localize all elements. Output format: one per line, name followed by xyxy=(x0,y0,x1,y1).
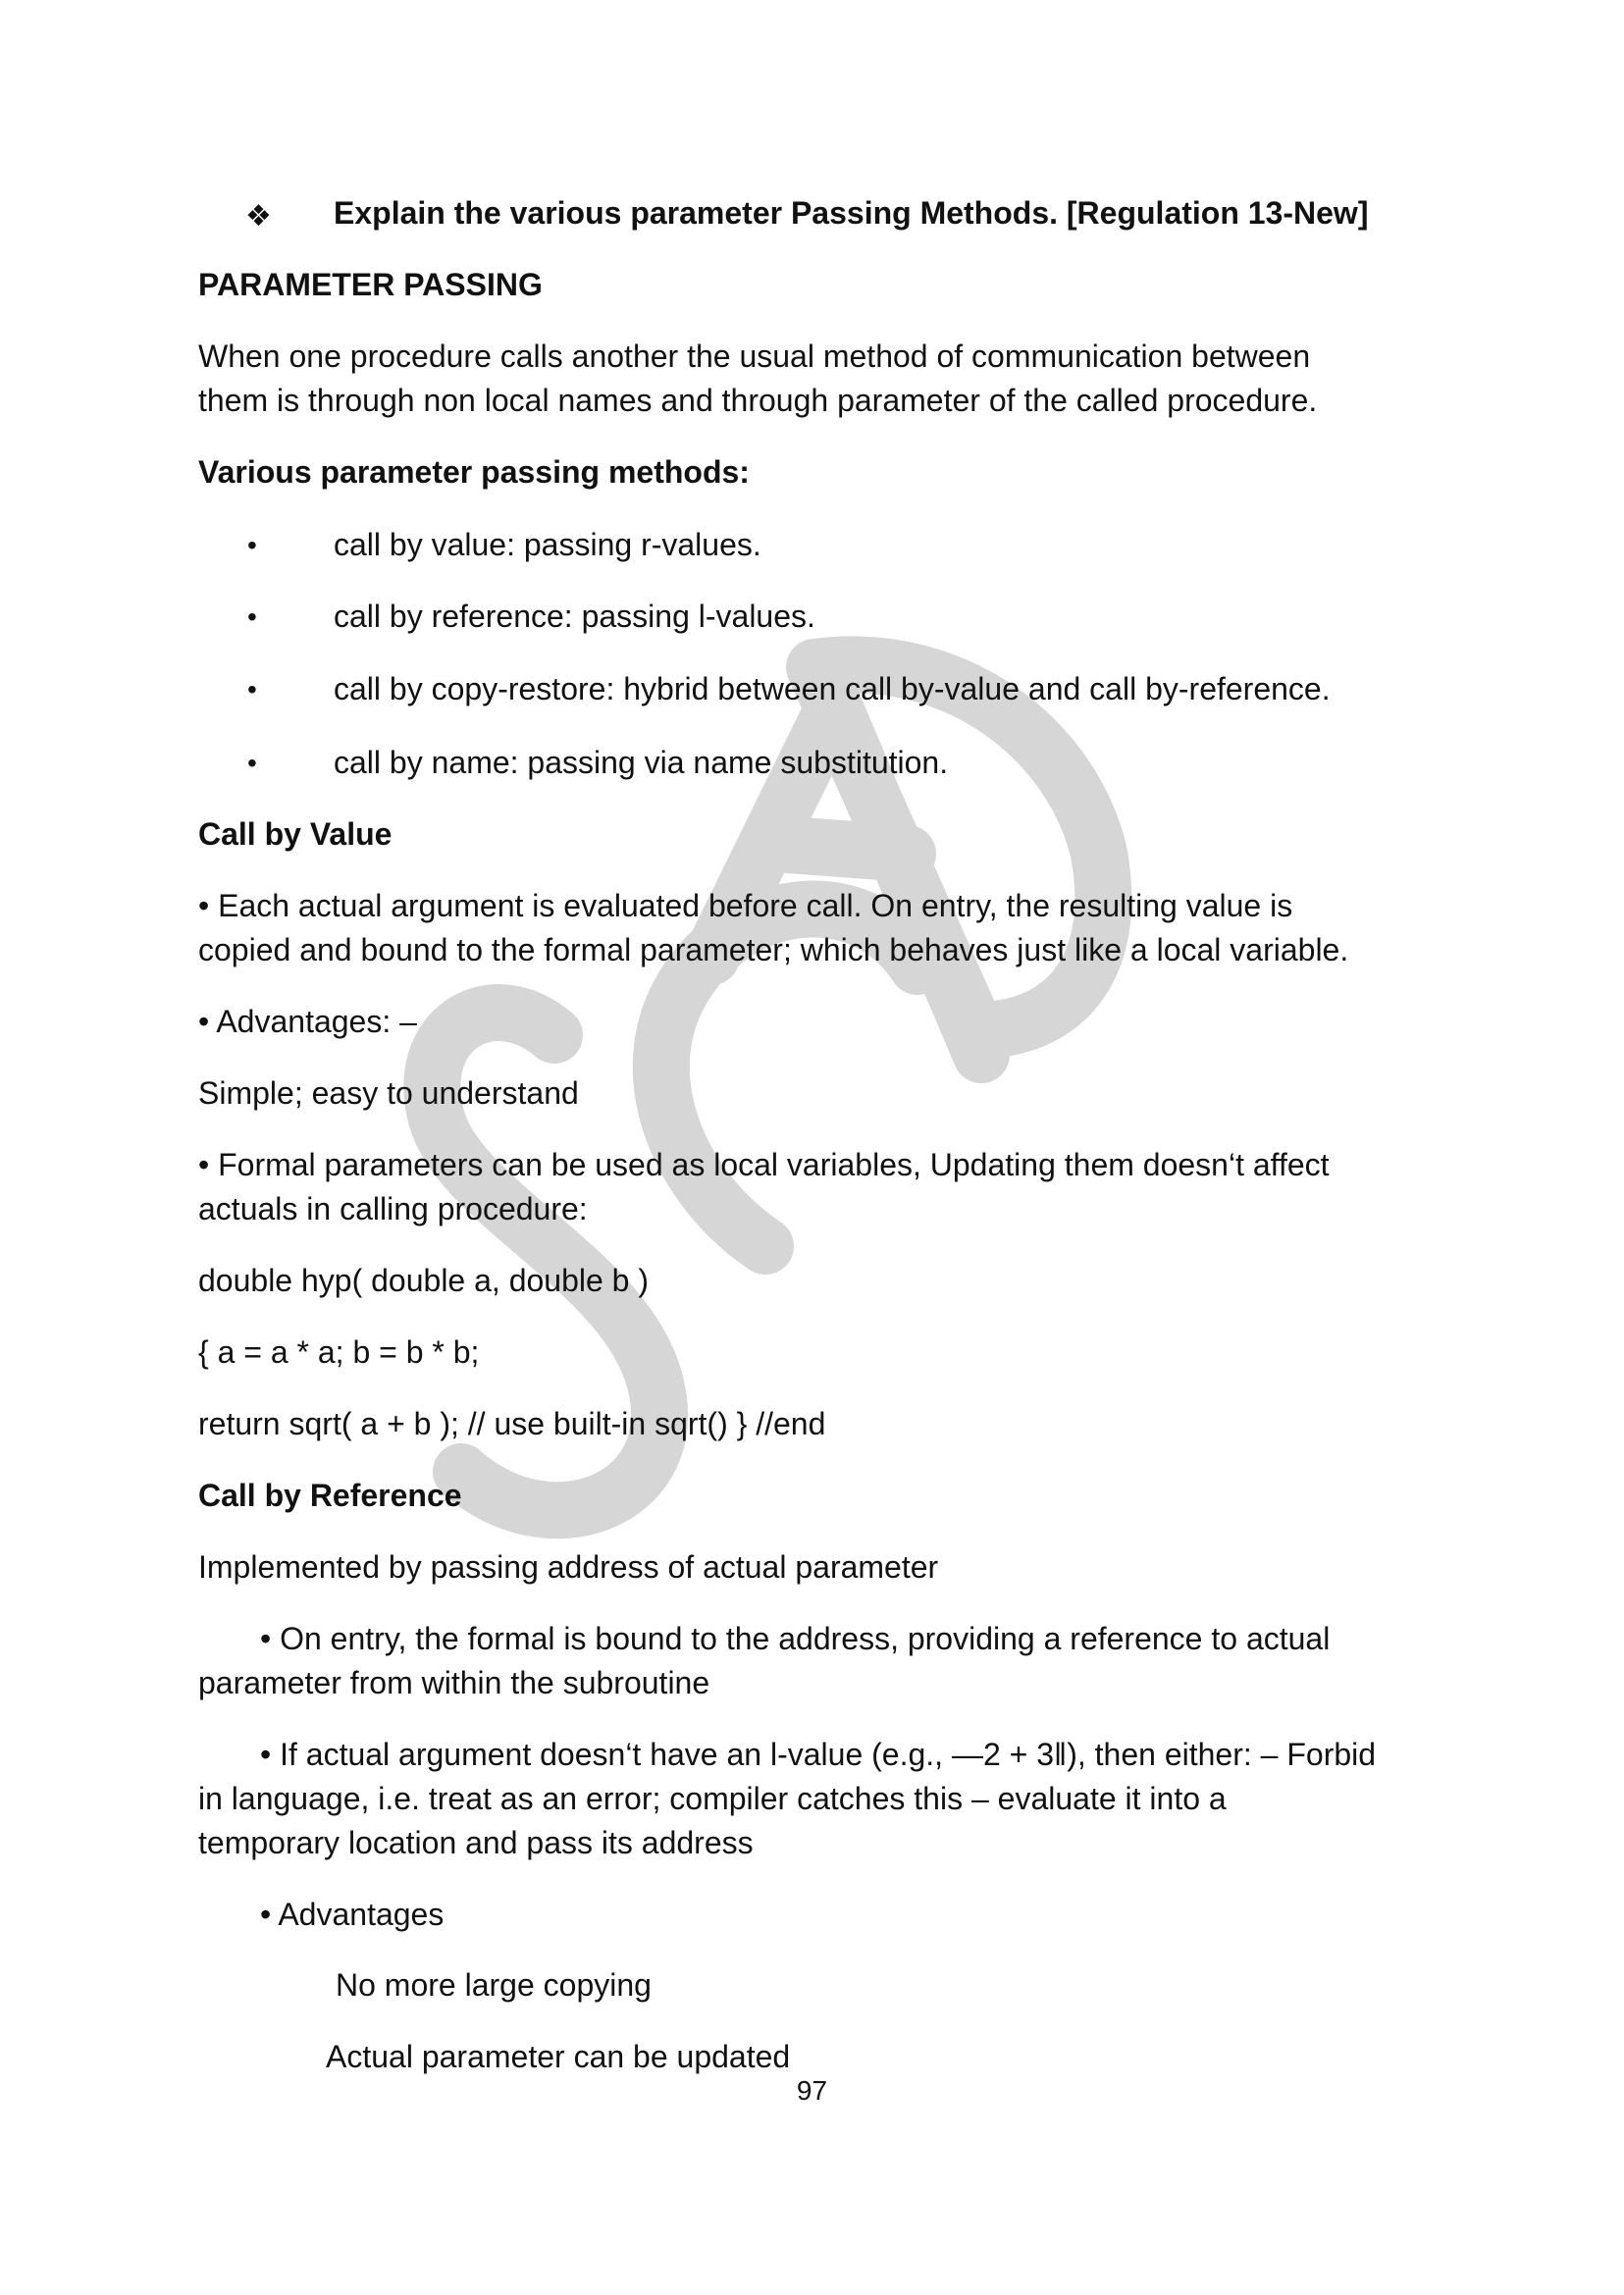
cbr-lvalue-line-2: in language, i.e. treat as an error; compiler catches this – evaluate it into a xyxy=(198,1781,1227,1816)
cbv-advantages-label: • Advantages: – xyxy=(198,1004,417,1039)
methods-title: Various parameter passing methods: xyxy=(198,454,750,490)
cbv-formal-line-1: • Formal parameters can be used as local variables, Updating them doesn‘t affect xyxy=(198,1147,1330,1182)
cbv-simple-text: Simple; easy to understand xyxy=(198,1075,579,1111)
cbr-lvalue-line-1: • If actual argument doesn‘t have an l-value (e.g., ―2 + 3‖), then either: – Forbid xyxy=(260,1737,1377,1772)
cbr-on-entry-line-2: parameter from within the subroutine xyxy=(198,1665,710,1700)
cbv-formal-line-2: actuals in calling procedure: xyxy=(198,1191,588,1226)
bullet-icon: • xyxy=(247,601,257,632)
intro-line-2: them is through non local names and through parameter of the called procedure. xyxy=(198,383,1318,418)
cbr-lvalue-line-3: temporary location and pass its address xyxy=(198,1825,754,1860)
four-diamond-bullet-icon: ❖ xyxy=(245,200,272,233)
cbr-advantage-no-copying: No more large copying xyxy=(336,1967,652,2003)
method-item-call-by-reference: call by reference: passing l-values. xyxy=(334,599,815,634)
intro-line-1: When one procedure calls another the usual method of communication between xyxy=(198,339,1311,374)
bullet-icon: • xyxy=(247,530,257,560)
call-by-value-title: Call by Value xyxy=(198,816,393,852)
section-title: PARAMETER PASSING xyxy=(198,267,543,302)
method-item-call-by-name: call by name: passing via name substitution. xyxy=(334,745,949,780)
cbr-advantages-label: • Advantages xyxy=(260,1897,445,1932)
code-line-2: { a = a * a; b = b * b; xyxy=(198,1334,480,1370)
cbv-description-line-1: • Each actual argument is evaluated before call. On entry, the resulting value is xyxy=(198,888,1293,923)
call-by-reference-title: Call by Reference xyxy=(198,1478,462,1513)
bullet-icon: • xyxy=(247,748,257,778)
code-line-1: double hyp( double a, double b ) xyxy=(198,1263,650,1298)
cbr-implemented-text: Implemented by passing address of actual parameter xyxy=(198,1549,939,1585)
page-number: 97 xyxy=(796,2075,828,2106)
method-item-copy-restore: call by copy-restore: hybrid between call by-value and call by-reference. xyxy=(334,671,1331,706)
question-heading: Explain the various parameter Passing Methods. [Regulation 13-New] xyxy=(334,195,1369,231)
code-line-3: return sqrt( a + b ); // use built-in sqrt() } //end xyxy=(198,1406,826,1441)
cbr-advantage-updated: Actual parameter can be updated xyxy=(326,2039,791,2074)
cbr-on-entry-line-1: • On entry, the formal is bound to the address, providing a reference to actual xyxy=(260,1621,1331,1656)
cbv-description-line-2: copied and bound to the formal parameter; which behaves just like a local variable. xyxy=(198,932,1349,967)
method-item-call-by-value: call by value: passing r-values. xyxy=(334,527,761,562)
bullet-icon: • xyxy=(247,674,257,704)
